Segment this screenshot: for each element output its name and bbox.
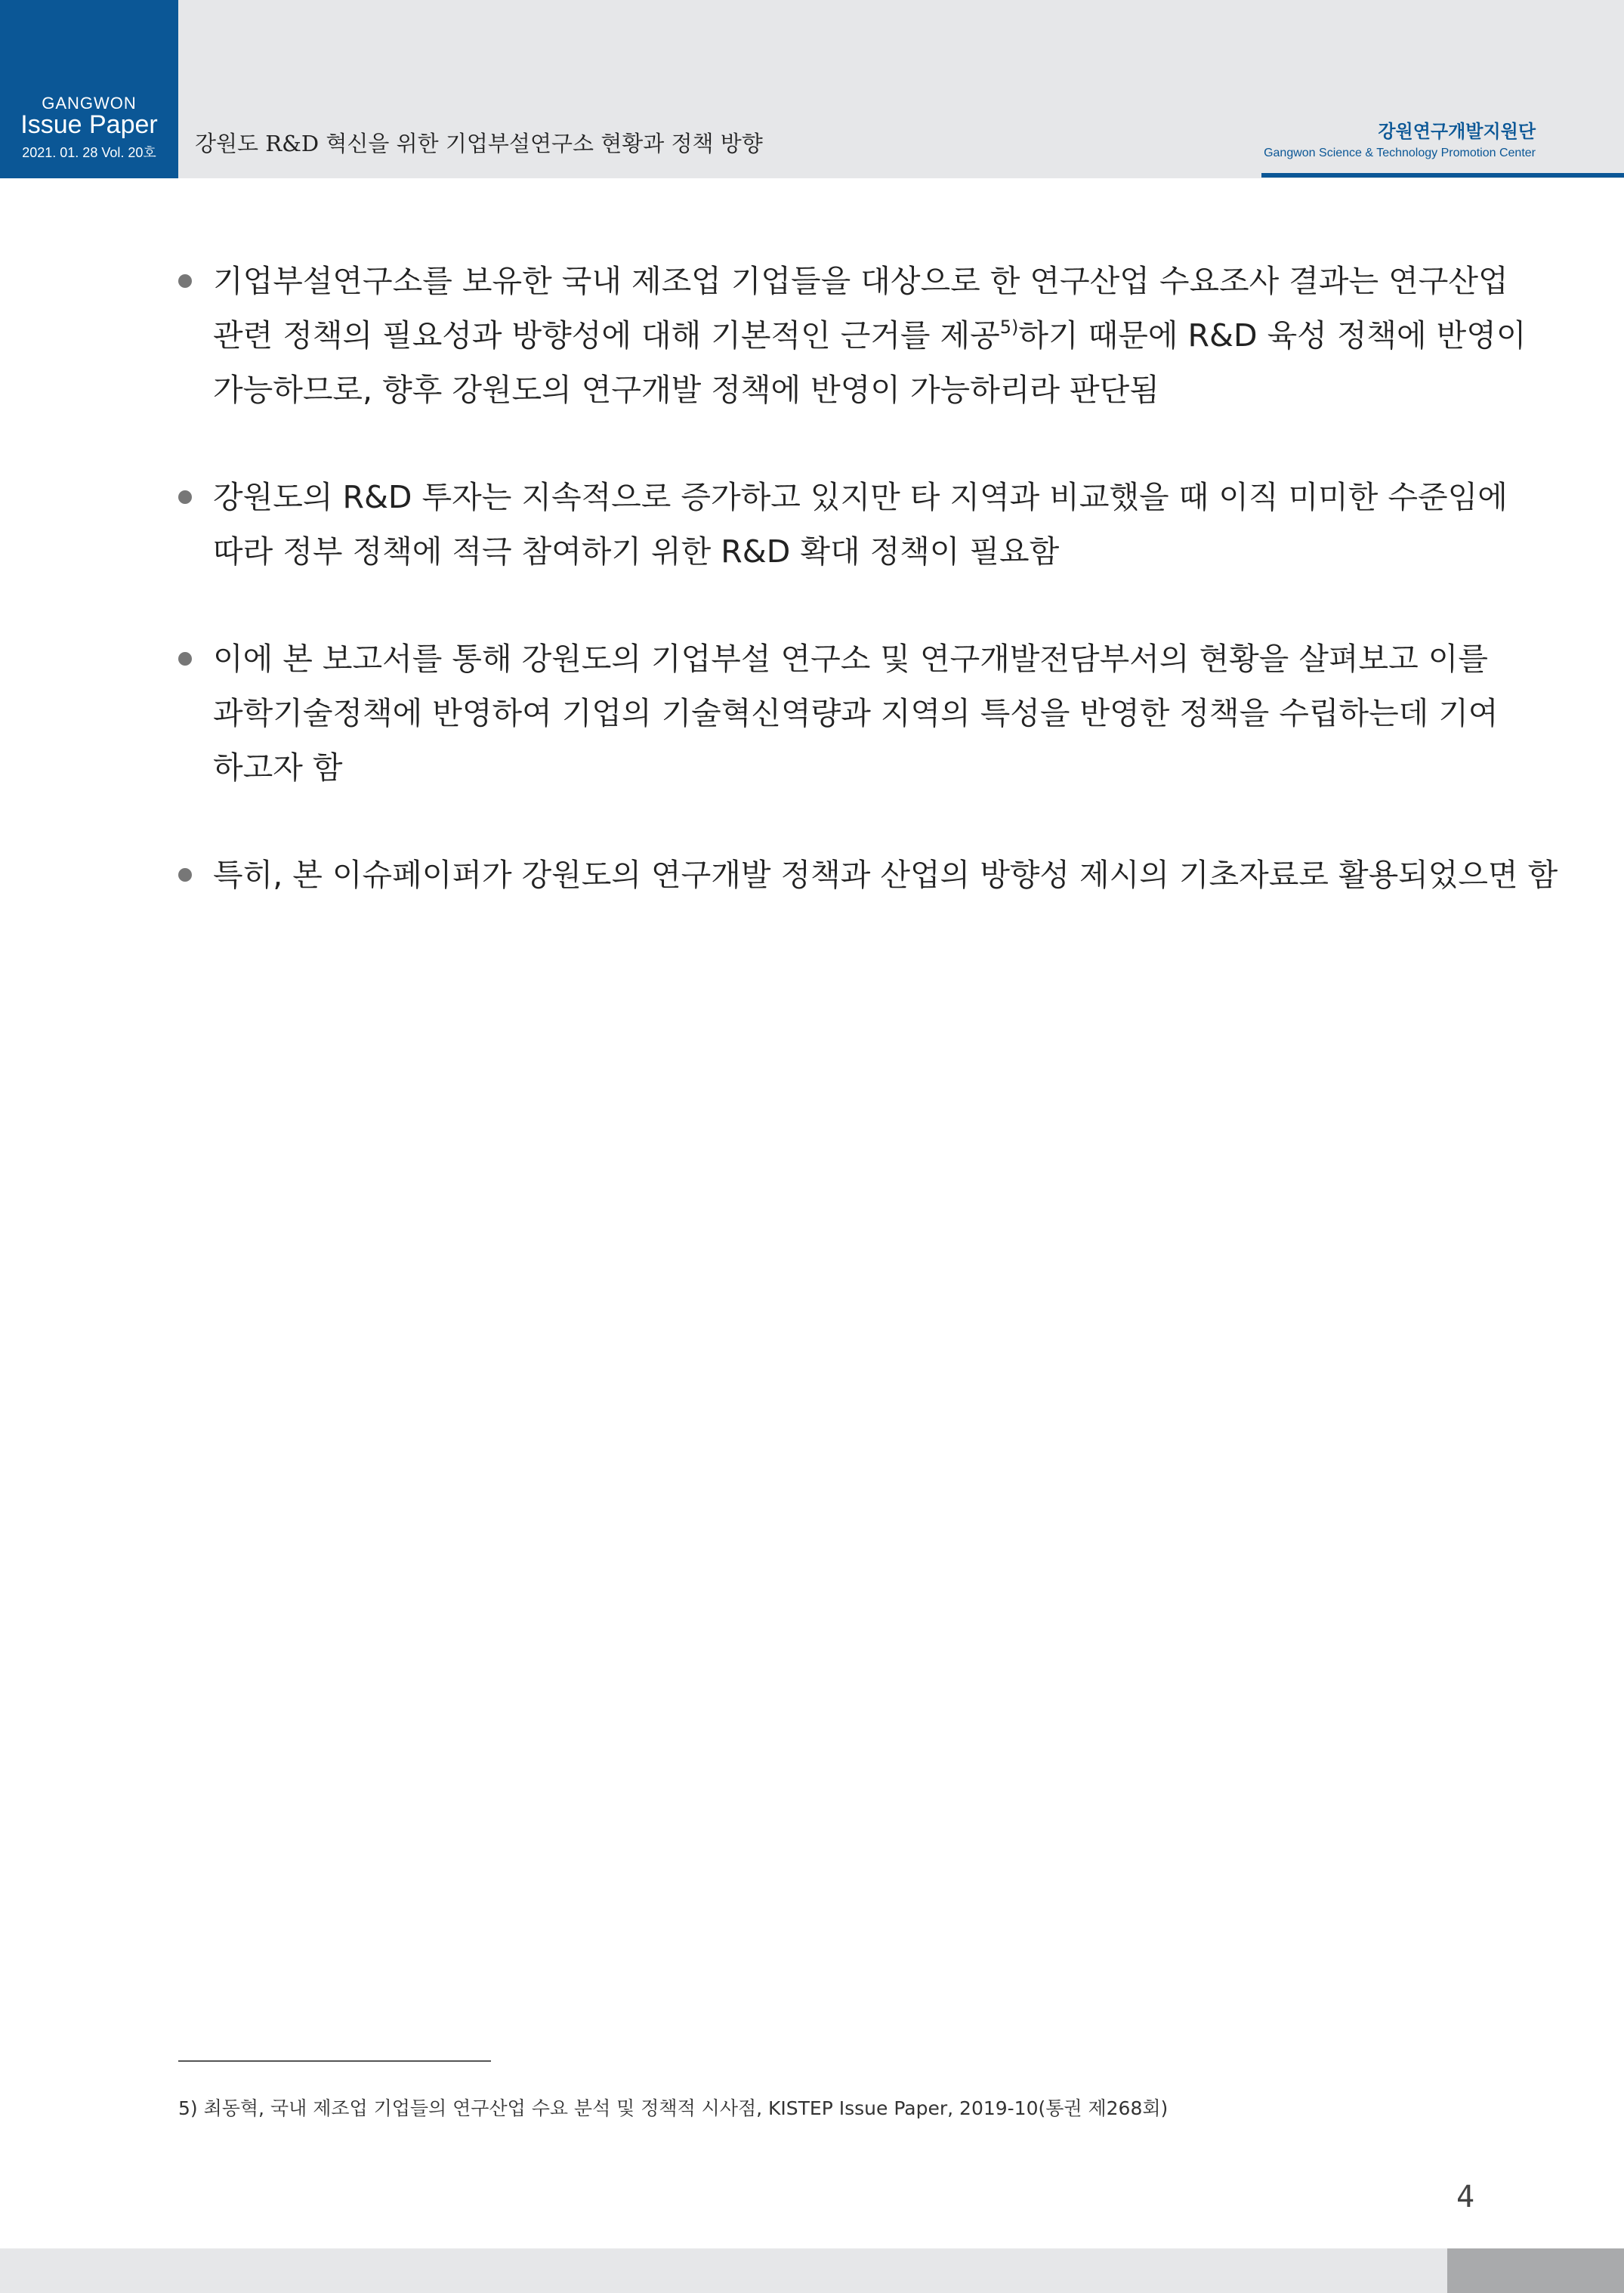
issue-date-volume: 2021. 01. 28 Vol. 20호 [22,145,156,160]
footnote-text: 5) 최동혁, 국내 제조업 기업들의 연구산업 수요 분석 및 정책적 시사점, KISTEP Issue Paper, 2019-10(통권 제268회) [178,2097,1169,2119]
bullet-item [178,470,1508,579]
bullet-icon [178,652,192,666]
footnote-reference[interactable]: 5) [999,317,1019,338]
organization-name: 강원연구개발지원단 [1378,121,1536,142]
bullet-text-line: 과학기술정책에 반영하여 기업의 기술혁신역량과 지역의 특성을 반영한 정책을 수립하는데 기여 [213,695,1499,731]
bullet-text-line: 하고자 함 [213,749,343,786]
bullet-list [178,254,1558,955]
bullet-item [178,254,1527,417]
page-footer-bar [0,2248,1447,2293]
bullet-text-line: 특히, 본 이슈페이퍼가 강원도의 연구개발 정책과 산업의 방향성 제시의 기초자료로 활용되었으면 함 [213,857,1558,893]
bullet-icon [178,868,192,882]
bullet-text-segment: 하기 때문에 R&D 육성 정책에 반영이 [1018,317,1527,354]
organization-english-name: Gangwon Science & Technology Promotion Center [1264,147,1536,159]
bullet-text-line: 강원도의 R&D 투자는 지속적으로 증가하고 있지만 타 지역과 비교했을 때 이직 미미한 수준임에 [213,479,1508,515]
bullet-text-line: 기업부설연구소를 보유한 국내 제조업 기업들을 대상으로 한 연구산업 수요조사 결과는 연구산업 [213,263,1508,299]
document-title: 강원도 R&D 혁신을 위한 기업부설연구소 현황과 정책 방향 [195,131,763,156]
bullet-icon [178,490,192,504]
bullet-item [178,632,1499,795]
brand-logo-box [0,0,178,178]
bullet-text-line-with-footnote [213,308,1527,363]
bullet-text-line: 가능하므로, 향후 강원도의 연구개발 정책에 반영이 가능하리라 판단됨 [213,372,1159,408]
bullet-text-line: 이에 본 보고서를 통해 강원도의 기업부설 연구소 및 연구개발전담부서의 현황을 살펴보고 이를 [213,641,1488,677]
organization-underline [1261,173,1624,178]
footnote-divider [178,2060,491,2062]
brand-series-title: Issue Paper [20,110,158,139]
page-footer-accent [1447,2248,1624,2293]
bullet-item [178,848,1558,902]
brand-name: GANGWON [42,94,137,113]
bullet-text-line: 따라 정부 정책에 적극 참여하기 위한 R&D 확대 정책이 필요함 [213,533,1060,570]
page-number: 4 [1456,2180,1475,2214]
bullet-icon [178,274,192,288]
bullet-text-segment: 관련 정책의 필요성과 방향성에 대해 기본적인 근거를 제공 [213,317,1000,354]
